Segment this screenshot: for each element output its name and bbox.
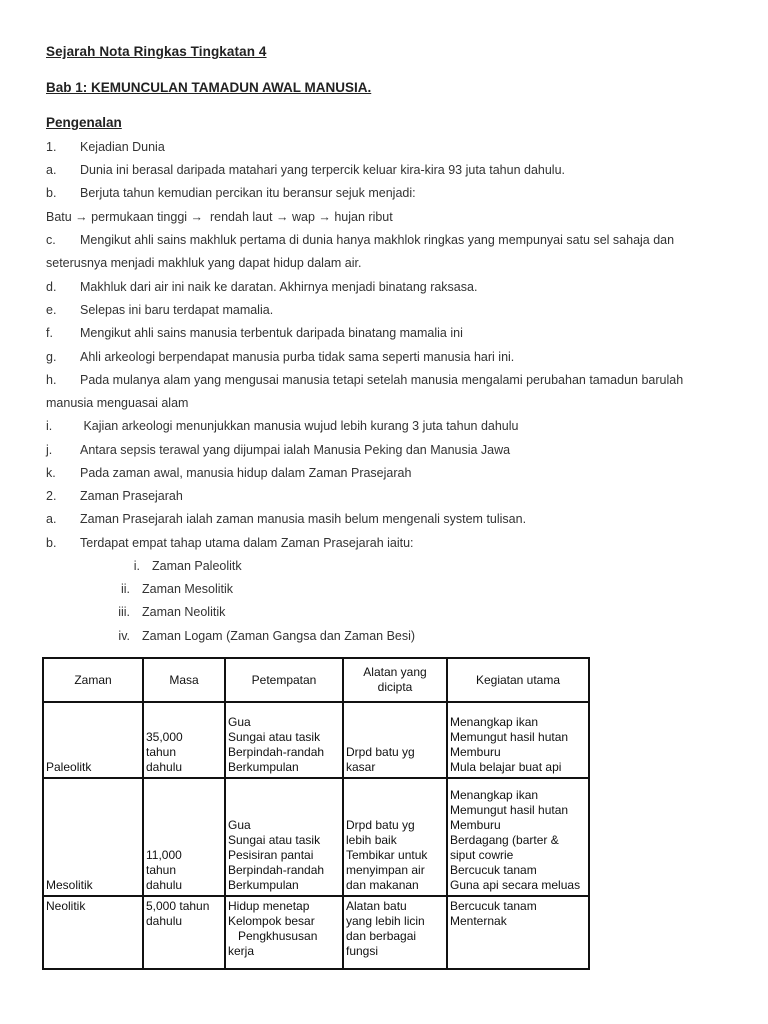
note-marker: a. [46,512,57,526]
note-line [46,443,510,457]
cell-alatan [343,896,447,969]
cell-line: Gua [228,715,251,729]
cell-kegiatan [447,896,589,969]
cell-line: 35,000 [146,730,183,744]
cell-line: dan berbagai [346,929,417,943]
cell-line: Kelompok besar [228,914,315,928]
cell-line: Guna api secara meluas [450,878,581,892]
cell-petempatan [225,778,343,896]
cell-line: Pesisiran pantai [228,848,314,862]
header-alatan: Alatan yang dicipta [343,658,447,702]
cell-line: Memungut hasil hutan [450,730,569,744]
cell-line: Alatan batu [346,899,407,913]
stage-marker: i. [133,559,140,573]
stage-marker: ii. [120,582,130,596]
note-line [46,210,393,224]
chapter-heading: Bab 1: KEMUNCULAN TAMADUN AWAL MANUSIA. [46,80,372,95]
note-marker: d. [46,280,57,294]
cell-line: Hidup menetap [228,899,310,913]
cell-line: Berpindah-randah [228,745,325,759]
header-petempatan: Petempatan [225,658,343,702]
note-text: Zaman Prasejarah [80,489,183,503]
table-header-row [43,658,589,702]
note-marker: i. [46,419,53,433]
zaman-table [42,657,590,970]
cell-line: tahun [146,863,177,877]
cell-line: lebih baik [346,833,397,847]
note-line [46,536,414,550]
note-marker: f. [46,326,53,340]
note-marker: k. [46,466,56,480]
stage-marker: iii. [118,605,130,619]
note-marker: c. [46,233,56,247]
section-heading: Pengenalan [46,115,122,130]
cell-line: dahulu [146,878,183,892]
note-text: Ahli arkeologi berpendapat manusia purba tidak sama seperti manusia hari ini. [80,350,515,364]
cell-line: 11,000 [146,848,182,862]
note-marker: a. [46,163,57,177]
note-text: Mengikut ahli sains makhluk pertama di dunia hanya makhlok ringkas yang mempunyai satu sel sahaja dan [80,233,675,247]
stage-item [100,605,225,619]
cell-line: Neolitik [46,899,86,913]
note-line [46,326,463,340]
note-line [46,373,683,387]
cell-petempatan [225,702,343,778]
cell-line: Mula belajar buat api [450,760,562,774]
note-line [46,140,165,154]
note-text: Dunia ini berasal daripada matahari yang terpercik keluar kira-kira 93 juta tahun dahulu. [80,163,565,177]
note-line [46,396,188,410]
note-line [46,256,361,270]
cell-zaman [43,778,143,896]
note-text: Batu → permukaan tinggi → rendah laut → wap → hujan ribut [46,210,393,224]
note-marker: b. [46,536,57,550]
note-text: Kejadian Dunia [80,140,165,154]
note-line [46,489,183,503]
cell-line: Bercucuk tanam [450,863,537,877]
stage-item [100,582,233,596]
cell-line: tahun [146,745,177,759]
cell-kegiatan [447,702,589,778]
cell-line: Drpd batu yg [346,818,415,832]
cell-line: 5,000 tahun [146,899,210,913]
cell-line: kasar [346,760,376,774]
note-text: Kajian arkeologi menunjukkan manusia wujud lebih kurang 3 juta tahun dahulu [80,419,519,433]
note-text: manusia menguasai alam [46,396,189,410]
cell-line: Tembikar untuk [346,848,428,862]
note-line [46,350,514,364]
stage-text: Zaman Paleolitk [152,559,242,573]
stage-text: Zaman Mesolitik [142,582,233,596]
note-text: Terdapat empat tahap utama dalam Zaman Prasejarah iaitu: [80,536,414,550]
table-row [43,896,589,969]
note-line [46,419,519,433]
note-line [46,163,565,177]
cell-line: Pengkhususan [228,929,318,943]
cell-line: dahulu [146,760,183,774]
cell-zaman [43,702,143,778]
cell-line: Memburu [450,745,501,759]
stage-item [110,559,242,573]
cell-line: dahulu [146,914,183,928]
note-text: Berjuta tahun kemudian percikan itu beransur sejuk menjadi: [80,186,416,200]
note-marker: 1. [46,140,57,154]
cell-line: Gua [228,818,251,832]
cell-line: Paleolitk [46,760,92,774]
cell-line: Sungai atau tasik [228,833,321,847]
stage-text: Zaman Logam (Zaman Gangsa dan Zaman Besi) [142,629,416,643]
note-text: Zaman Prasejarah ialah zaman manusia masih belum mengenali system tulisan. [80,512,527,526]
note-line [46,280,477,294]
cell-line: Berkumpulan [228,760,299,774]
stage-text: Zaman Neolitik [142,605,226,619]
cell-line: Bercucuk tanam [450,899,537,913]
note-line [46,303,273,317]
note-marker: e. [46,303,57,317]
cell-line: Memungut hasil hutan [450,803,569,817]
cell-line: Menangkap ikan [450,788,539,802]
cell-line: fungsi [346,944,379,958]
note-line [46,512,526,526]
note-text: Selepas ini baru terdapat mamalia. [80,303,274,317]
header-kegiatan: Kegiatan utama [447,658,589,702]
cell-masa [143,702,225,778]
note-line [46,186,416,200]
cell-line: menyimpan air [346,863,425,877]
cell-line: kerja [228,944,255,958]
note-text: Makhluk dari air ini naik ke daratan. Akhirnya menjadi binatang raksasa. [80,280,478,294]
note-text: Pada mulanya alam yang mengusai manusia tetapi setelah manusia mengalami perubahan tamadun barulah [80,373,684,387]
stage-item [100,629,415,643]
cell-line: Mesolitik [46,878,93,892]
cell-kegiatan [447,778,589,896]
note-marker: g. [46,350,57,364]
cell-alatan [343,778,447,896]
cell-line: Sungai atau tasik [228,730,321,744]
note-text: Mengikut ahli sains manusia terbentuk daripada binatang mamalia ini [80,326,463,340]
note-marker: h. [46,373,57,387]
table-row [43,778,589,896]
cell-line: Drpd batu yg [346,745,415,759]
note-marker: j. [46,443,53,457]
note-line [46,233,674,247]
cell-line: Menternak [450,914,507,928]
stage-marker: iv. [118,629,130,643]
cell-masa [143,778,225,896]
note-marker: b. [46,186,57,200]
cell-alatan [343,702,447,778]
header-masa: Masa [143,658,225,702]
cell-line: dan makanan [346,878,419,892]
note-line [46,466,411,480]
cell-line: Menangkap ikan [450,715,539,729]
cell-petempatan [225,896,343,969]
cell-line: siput cowrie [450,848,514,862]
cell-masa [143,896,225,969]
header-zaman: Zaman [43,658,143,702]
cell-zaman [43,896,143,969]
cell-line: yang lebih licin [346,914,425,928]
cell-line: Berkumpulan [228,878,299,892]
note-text: seterusnya menjadi makhluk yang dapat hidup dalam air. [46,256,362,270]
cell-line: Memburu [450,818,501,832]
note-text: Antara sepsis terawal yang dijumpai ialah Manusia Peking dan Manusia Jawa [80,443,511,457]
note-text: Pada zaman awal, manusia hidup dalam Zaman Prasejarah [80,466,412,480]
cell-line: Berpindah-randah [228,863,325,877]
doc-title: Sejarah Nota Ringkas Tingkatan 4 [46,44,267,59]
note-marker: 2. [46,489,57,503]
table-row [43,702,589,778]
cell-line: Berdagang (barter & [450,833,559,847]
